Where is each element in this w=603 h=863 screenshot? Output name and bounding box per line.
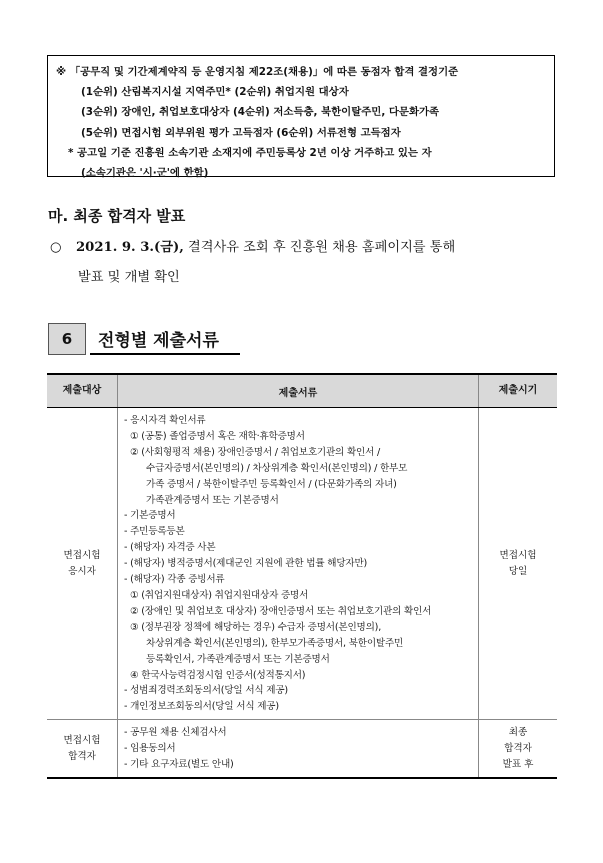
- timing-text: 당일: [508, 565, 528, 577]
- document-item: 등록확인서, 가족관계증명서 또는 기본증명서: [146, 653, 330, 665]
- section-number-box: 6: [48, 323, 86, 355]
- circle-bullet-icon: ○: [50, 240, 62, 255]
- document-item: - (해당자) 각종 증빙서류: [124, 574, 225, 586]
- document-item: - 성범죄경력조회동의서(당일 서식 제공): [124, 685, 288, 697]
- target-text: 응시자: [68, 565, 96, 577]
- notice-footnote: * 공고일 기준 진흥원 소속기관 소재지에 주민등록상 2년 이상 거주하고 있는 자: [68, 146, 432, 159]
- header-target: 제출대상: [47, 374, 118, 408]
- timing-text: 최종: [508, 726, 528, 738]
- announcement-text: 결격사유 조회 후 진흥원 채용 홈페이지를 통해: [183, 240, 456, 255]
- document-item: - 응시자격 확인서류: [124, 415, 206, 426]
- document-item: 가족 증명서 / 북한이탈주민 등록확인서 / (다문화가족의 자녀): [146, 478, 397, 490]
- target-text: 면접시험: [63, 734, 101, 746]
- document-item: ① (공통) 졸업증명서 혹은 재학·휴학증명서: [130, 430, 305, 442]
- target-text: 합격자: [68, 750, 96, 762]
- notice-line-4: (5순위) 면접시험 외부위원 평가 고득점자 (6순위) 서류전형 고득점자: [81, 126, 401, 139]
- announcement-text-cont: 발표 및 개별 확인: [78, 270, 180, 285]
- section-title-underline: [90, 353, 240, 355]
- header-timing: 제출시기: [479, 374, 558, 408]
- document-item: ④ 한국사능력검정시험 인증서(성적통지서): [130, 669, 306, 681]
- document-item: - 기타 요구자료(별도 안내): [124, 759, 234, 771]
- header-documents: 제출서류: [118, 374, 479, 408]
- cell-target: [47, 408, 118, 720]
- document-item: 수급자증명서(본인명의) / 차상위계층 확인서(본인명의) / 한부모: [146, 462, 408, 474]
- table-row: [47, 720, 557, 778]
- document-item: - 임용동의서: [124, 743, 176, 755]
- document-item: - 공무원 채용 신체검사서: [124, 727, 227, 739]
- section-ma-title: 마. 최종 합격자 발표: [48, 207, 186, 225]
- document-item: ① (취업지원대상자) 취업지원대상자 증명서: [130, 589, 309, 601]
- documents-table: [47, 373, 557, 779]
- cell-timing: [479, 408, 558, 720]
- section-6-title: 전형별 제출서류: [98, 331, 219, 351]
- cell-documents: [118, 408, 479, 720]
- timing-text: 면접시험: [499, 549, 537, 561]
- document-item: 차상위계층 확인서(본인명의), 한부모가족증명서, 북한이탈주민: [146, 637, 404, 649]
- document-item: 가족관계증명서 또는 기본증명서: [146, 494, 279, 506]
- document-item: - 주민등록등본: [124, 526, 185, 538]
- timing-text: 발표 후: [502, 758, 534, 770]
- document-item: ② (장애인 및 취업보호 대상자) 장애인증명서 또는 취업보호기관의 확인서: [130, 605, 432, 617]
- notice-line-3: (3순위) 장애인, 취업보호대상자 (4순위) 저소득층, 북한이탈주민, 다문화가족: [81, 106, 440, 119]
- notice-line-2: (1순위) 산림복지시설 지역주민* (2순위) 취업지원 대상자: [81, 86, 349, 99]
- document-item: - (해당자) 병적증명서(제대군인 지원에 관한 법률 해당자만): [124, 558, 368, 570]
- document-item: - (해당자) 자격증 사본: [124, 542, 216, 554]
- table-header-row: [47, 374, 557, 408]
- document-item: - 개인정보조회동의서(당일 서식 제공): [124, 701, 279, 713]
- cell-documents: [118, 720, 479, 778]
- notice-line-1: ※ 「공무직 및 기간제계약직 등 운영지침 제22조(채용)」에 따른 동점자 합격 결정기준: [56, 66, 459, 78]
- tie-break-notice-box: [47, 55, 555, 180]
- document-item: ② (사회형평적 채용) 장애인증명서 / 취업보호기관의 확인서 /: [130, 446, 381, 458]
- document-item: ③ (정부권장 정책에 해당하는 경우) 수급자 증명서(본인명의),: [130, 621, 382, 633]
- cell-target: [47, 720, 118, 778]
- announcement-date: 2021. 9. 3.(금),: [76, 240, 184, 255]
- final-announcement-paragraph: [50, 233, 560, 293]
- document-item: - 기본증명서: [124, 510, 176, 522]
- notice-footnote-cont: (소속기관은 '시·군'에 한함): [81, 167, 209, 180]
- table-row: [47, 408, 557, 720]
- target-text: 면접시험: [63, 549, 101, 561]
- cell-timing: [479, 720, 558, 778]
- timing-text: 합격자: [504, 742, 532, 754]
